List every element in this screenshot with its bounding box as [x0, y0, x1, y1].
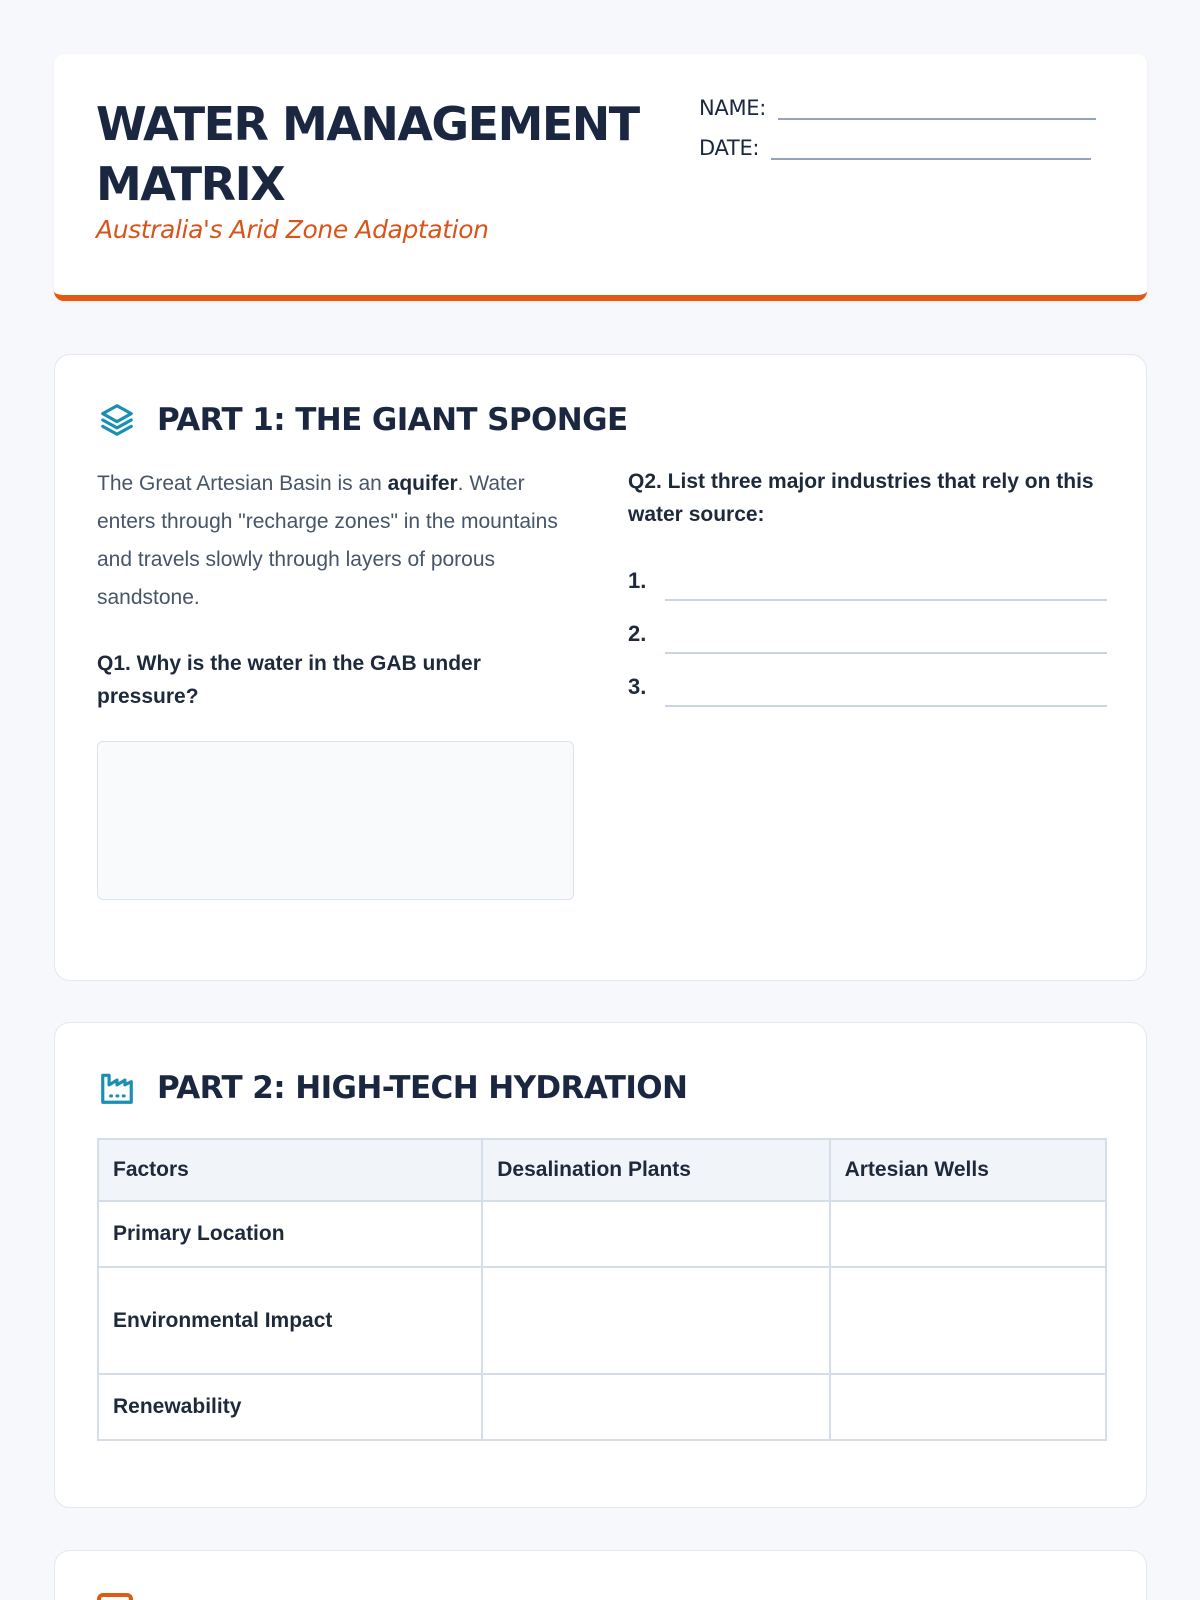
column-header: Desalination Plants	[482, 1139, 829, 1201]
question-2: Q2. List three major industries that rely on this water source:	[628, 470, 1094, 526]
date-input-line[interactable]	[771, 158, 1091, 160]
part1-title: PART 1: THE GIANT SPONGE	[157, 402, 628, 438]
page-subtitle: Australia's Arid Zone Adaptation	[96, 215, 489, 244]
part2-heading	[97, 1068, 687, 1108]
part3-icon	[97, 1593, 133, 1600]
part2-card	[54, 1022, 1147, 1508]
part2-title: PART 2: HIGH-TECH HYDRATION	[157, 1070, 688, 1106]
table-row	[98, 1267, 1106, 1374]
date-label: DATE:	[699, 136, 760, 160]
q2-answer-line[interactable]	[665, 705, 1107, 707]
table-row	[98, 1374, 1106, 1440]
date-field	[699, 134, 1091, 162]
q2-answer-line[interactable]	[665, 652, 1107, 654]
part3-card	[54, 1550, 1147, 1600]
table-header-row	[98, 1139, 1106, 1201]
row-label: Renewability	[98, 1374, 482, 1440]
part1-heading	[97, 400, 628, 440]
row-label: Primary Location	[98, 1201, 482, 1267]
factory-icon	[97, 1068, 137, 1108]
page-title: WATER MANAGEMENT MATRIX	[96, 97, 639, 211]
column-header: Artesian Wells	[830, 1139, 1106, 1201]
answer-cell[interactable]	[830, 1374, 1106, 1440]
q2-answer-line[interactable]	[665, 599, 1107, 601]
answer-cell[interactable]	[482, 1201, 829, 1267]
q2-answer-item	[628, 673, 1107, 701]
intro-text-end: . Water enters through "recharge zones" in the mountains and travels slowly through layers of porous sandstone.	[97, 472, 558, 609]
comparison-table	[97, 1138, 1107, 1441]
q1-answer-box[interactable]	[97, 741, 574, 900]
intro-paragraph	[97, 465, 582, 617]
row-label: Environmental Impact	[98, 1267, 482, 1374]
table-row	[98, 1201, 1106, 1267]
q2-item-number: 2.	[628, 621, 647, 646]
name-input-line[interactable]	[778, 118, 1096, 120]
q2-item-number: 1.	[628, 568, 647, 593]
header-card	[54, 54, 1147, 301]
question-1: Q1. Why is the water in the GAB under pressure?	[97, 652, 481, 708]
answer-cell[interactable]	[830, 1267, 1106, 1374]
answer-cell[interactable]	[482, 1267, 829, 1374]
intro-text-start: The Great Artesian Basin is an	[97, 472, 388, 495]
name-field	[699, 94, 1096, 122]
q2-answer-item	[628, 567, 1107, 595]
answer-cell[interactable]	[830, 1201, 1106, 1267]
q2-answer-item	[628, 620, 1107, 648]
column-header: Factors	[98, 1139, 482, 1201]
layers-icon	[97, 400, 137, 440]
q2-item-number: 3.	[628, 674, 647, 699]
part1-card	[54, 354, 1147, 981]
name-label: NAME:	[699, 96, 767, 120]
answer-cell[interactable]	[482, 1374, 829, 1440]
intro-keyword: aquifer	[387, 472, 458, 495]
